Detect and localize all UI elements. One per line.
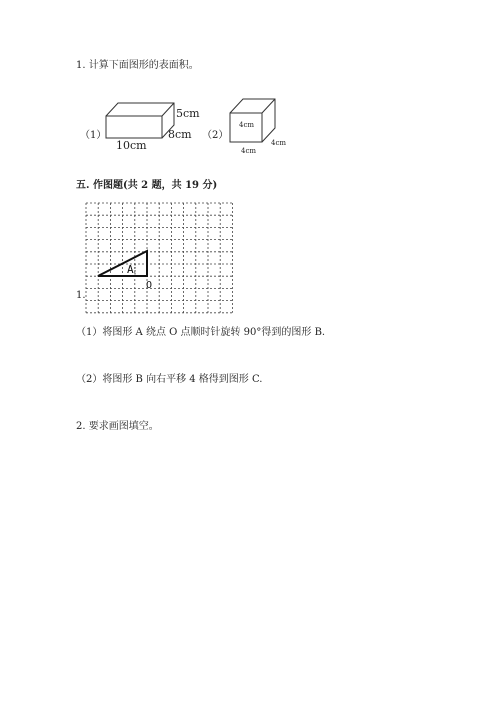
figure-1-number: （1）: [80, 130, 107, 141]
question-1-stem: 1. 计算下面图形的表面积。: [76, 60, 199, 71]
triangle-label-a: A: [127, 263, 134, 276]
cube-side-label: 4cm: [271, 139, 287, 147]
grid-question-number: 1.: [76, 290, 86, 301]
cuboid-length-label: 10cm: [116, 139, 147, 152]
cuboid-height-label: 5cm: [176, 107, 200, 120]
sub-question-1: （1）将图形 A 绕点 O 点顺时针旋转 90°得到的图形 B.: [76, 327, 326, 338]
figure-2-number: （2）: [202, 130, 229, 141]
cube-bottom-label: 4cm: [241, 147, 257, 155]
section-5-heading: 五. 作图题(共 2 题，共 19 分): [76, 180, 218, 191]
cuboid-width-label: 8cm: [168, 128, 192, 141]
cube-front-label: 4cm: [239, 121, 255, 129]
sub-question-2: （2）将图形 B 向右平移 4 格得到图形 C.: [76, 374, 263, 385]
point-label-o: O: [146, 280, 153, 291]
question-2-stem: 2. 要求画图填空。: [76, 421, 159, 432]
